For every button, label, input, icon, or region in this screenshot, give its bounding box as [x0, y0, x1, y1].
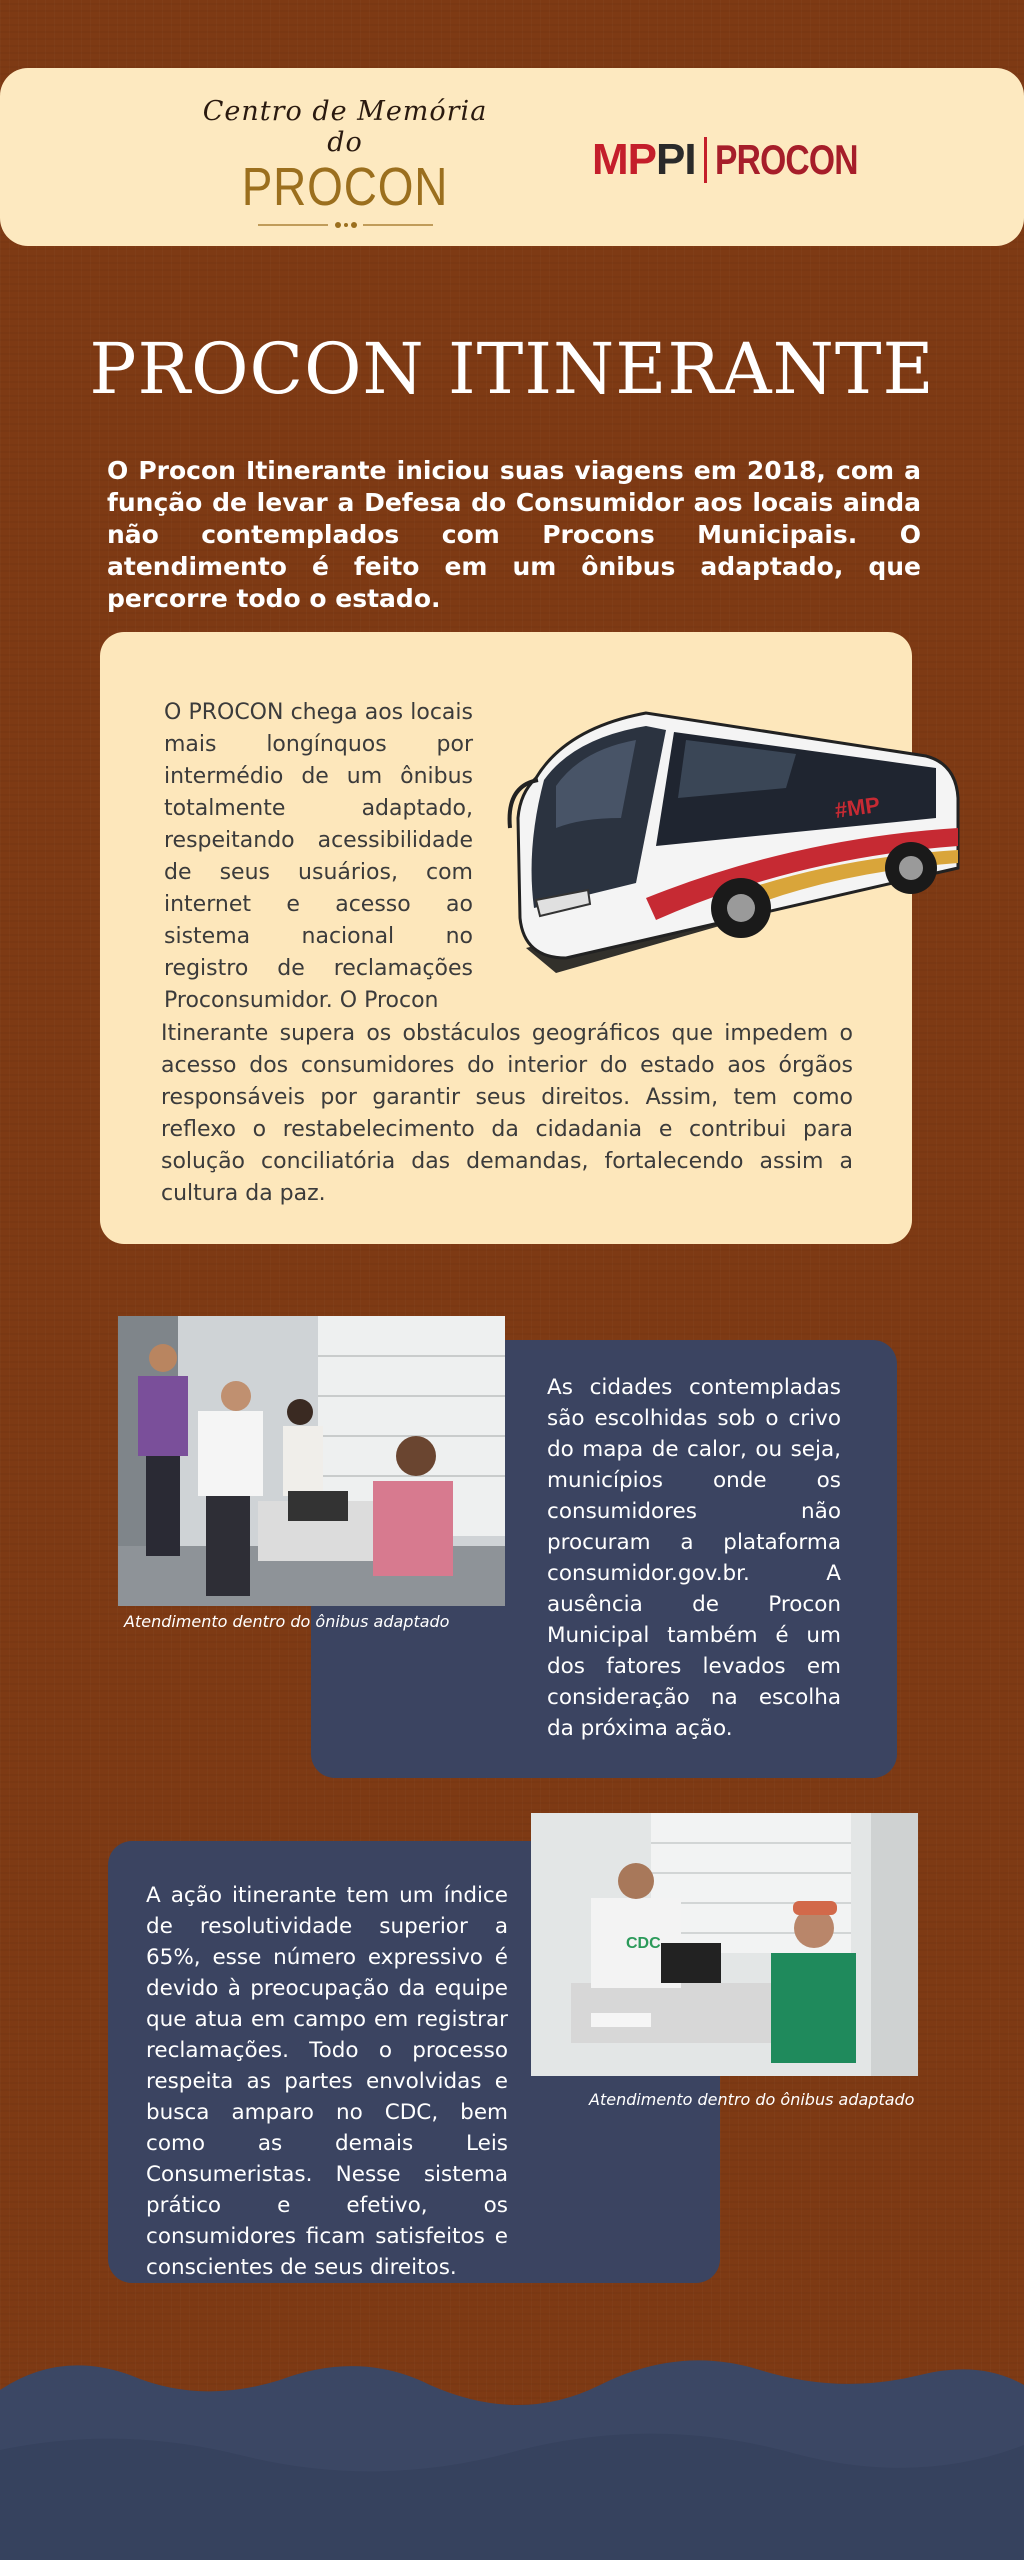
memory-center-procon-word: PROCON [241, 157, 449, 217]
bus-interior-photo-1 [118, 1316, 505, 1606]
mppi-wordmark: MPPI [592, 135, 696, 184]
bus-interior-photo-2 [531, 1813, 918, 2076]
memory-center-script-text: Centro de Memória do [202, 96, 488, 158]
cdc-shirt-label: CDC [626, 1935, 661, 1952]
photo-caption-2: Atendimento dentro do ônibus adaptado [589, 2090, 915, 2109]
mppi-procon-logo [592, 130, 893, 190]
bus-livery-text: #MP [833, 791, 882, 823]
intro-paragraph: O Procon Itinerante iniciou suas viagens em 2018, com a função de levar a Defesa do Consumidor aos locais ainda não contemplados com Procons Municipais. O atendimento é feito em um ônibus adaptado, que percorre todo o estado. [107, 456, 921, 613]
bus-icon [496, 668, 966, 988]
logo-divider [704, 137, 707, 183]
photo-caption-1: Atendimento dentro do ônibus adaptado [124, 1612, 450, 1631]
procon-wordmark: PROCON [714, 136, 858, 183]
bottom-wave-decoration [0, 2330, 1024, 2560]
cities-paragraph: As cidades contempladas são escolhidas sob o crivo do mapa de calor, ou seja, municípios onde os consumidores não procuram a plataforma consumidor.gov.br. A ausência de Procon Municipal também é um dos fatores levados em consideração na escolha da próxima ação. [547, 1375, 841, 1741]
card-paragraph-part-2: Itinerante supera os obstáculos geográficos que impedem o acesso dos consumidores do interior do estado aos órgãos responsáveis por garantir seus direitos. Assim, tem como reflexo o restabelecimento da cidadania e contribui para solução conciliatória das demandas, fortalecendo assim a cultura da paz. [161, 1021, 853, 1206]
ornament-divider-icon [258, 218, 433, 232]
memory-center-logo [195, 86, 495, 216]
page-title: PROCON ITINERANTE [89, 328, 935, 410]
header-banner [0, 68, 1024, 246]
card-paragraph-part-1: O PROCON chega aos locais mais longínquos por intermédio de um ônibus totalmente adaptado, respeitando acessibilidade de seus usuários, com internet e acesso ao sistema nacional no registro de reclamações Proconsumidor. O Procon [164, 700, 473, 1013]
resolution-paragraph: A ação itinerante tem um índice de resolutividade superior a 65%, esse número expressivo é devido à preocupação da equipe que atua em campo em registrar reclamações. Todo o processo respeita as partes envolvidas e busca amparo no CDC, bem como as demais Leis Consumeristas. Nesse sistema prático e efetivo, os consumidores ficam satisfeitos e conscientes de seus direitos. [146, 1883, 508, 2280]
